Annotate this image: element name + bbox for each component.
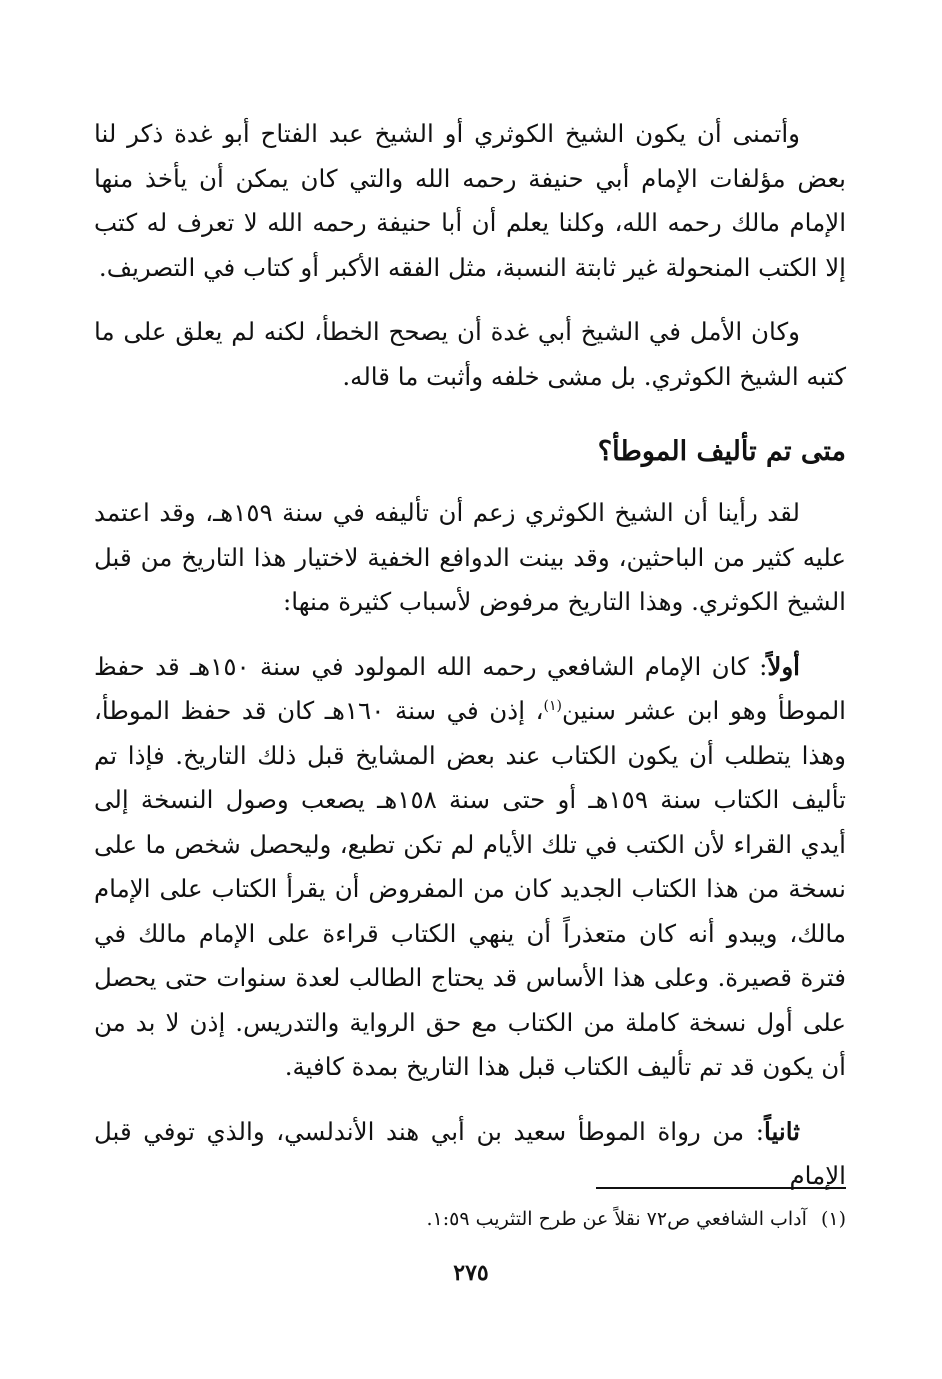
point-1-lead: أولاً xyxy=(767,651,800,681)
section-heading: متى تم تأليف الموطأ؟ xyxy=(597,436,846,467)
page-number: ٢٧٥ xyxy=(453,1260,489,1286)
footnote-reference: (١) xyxy=(543,697,562,714)
footnote-text: آداب الشافعي ص٧٢ نقلاً عن طرح التثريب ١:٥٩. xyxy=(426,1208,807,1230)
footnote xyxy=(94,1203,846,1235)
point-2-text: : من رواة الموطأ سعيد بن أبي هند الأندلسي، والذي توفي قبل الإمام xyxy=(94,1116,846,1190)
intro-paragraph: لقد رأينا أن الشيخ الكوثري زعم أن تأليفه في سنة ١٥٩هـ، وقد اعتمد عليه كثير من الباحثين، وقد بينت الدوافع الخفية لاختيار هذا التاريخ من قبل الشيخ الكوثري. وهذا التاريخ مرفوض لأسباب كثيرة منها: xyxy=(94,498,846,616)
paragraph-2: وكان الأمل في الشيخ أبي غدة أن يصحح الخطأ، لكنه لم يعلق على ما كتبه الشيخ الكوثري. بل مشى خلفه وأثبت ما قاله. xyxy=(94,317,846,391)
point-1-paragraph xyxy=(94,645,846,1090)
point-1-text-a: : كان الإمام الشافعي رحمه الله المولود في سنة ١٥٠هـ قد حفظ الموطأ وهو ابن عشر سنين xyxy=(94,651,846,725)
point-1-text-b: ، إذن في سنة ١٦٠هـ كان قد حفظ الموطأ، وهذا يتطلب أن يكون الكتاب عند بعض المشايخ قبل ذلك التاريخ. فإذا تم تأليف الكتاب سنة ١٥٩هـ أو حتى سنة ١٥٨هـ يصعب وصول النسخة إلى أيدي القراء لأن الكتب في تلك الأيام لم تكن تطبع، وليحصل شخص ما على نسخة من هذا الكتاب الجديد كان من المفروض أن يقرأ الكتاب على الإمام مالك، ويبدو أنه كان متعذراً أن ينهي الكتاب قراءة على الإمام مالك في فترة قصيرة. وعلى هذا الأساس قد يحتاج الطالب لعدة سنوات حتى يحصل على أول نسخة كاملة من الكتاب مع حق الرواية والتدريس. إذن لا بد من أن يكون قد تم تأليف الكتاب قبل هذا التاريخ بمدة كافية. xyxy=(94,696,846,1081)
paragraph-1: وأتمنى أن يكون الشيخ الكوثري أو الشيخ عبد الفتاح أبو غدة ذكر لنا بعض مؤلفات الإمام أبي حنيفة رحمه الله والتي كان يمكن أن يأخذ منها الإمام مالك رحمه الله، وكلنا يعلم أن أبا حنيفة رحمه الله لا تعرف له كتب إلا الكتب المنحولة غير ثابتة النسبة، مثل الفقه الأكبر أو كتاب في التصريف. xyxy=(94,119,846,282)
page-body xyxy=(94,112,846,1219)
footnote-divider xyxy=(596,1187,846,1189)
point-2-lead: ثانياً xyxy=(764,1116,800,1146)
point-2-paragraph xyxy=(94,1110,846,1199)
footnote-number: (١) xyxy=(820,1208,846,1230)
